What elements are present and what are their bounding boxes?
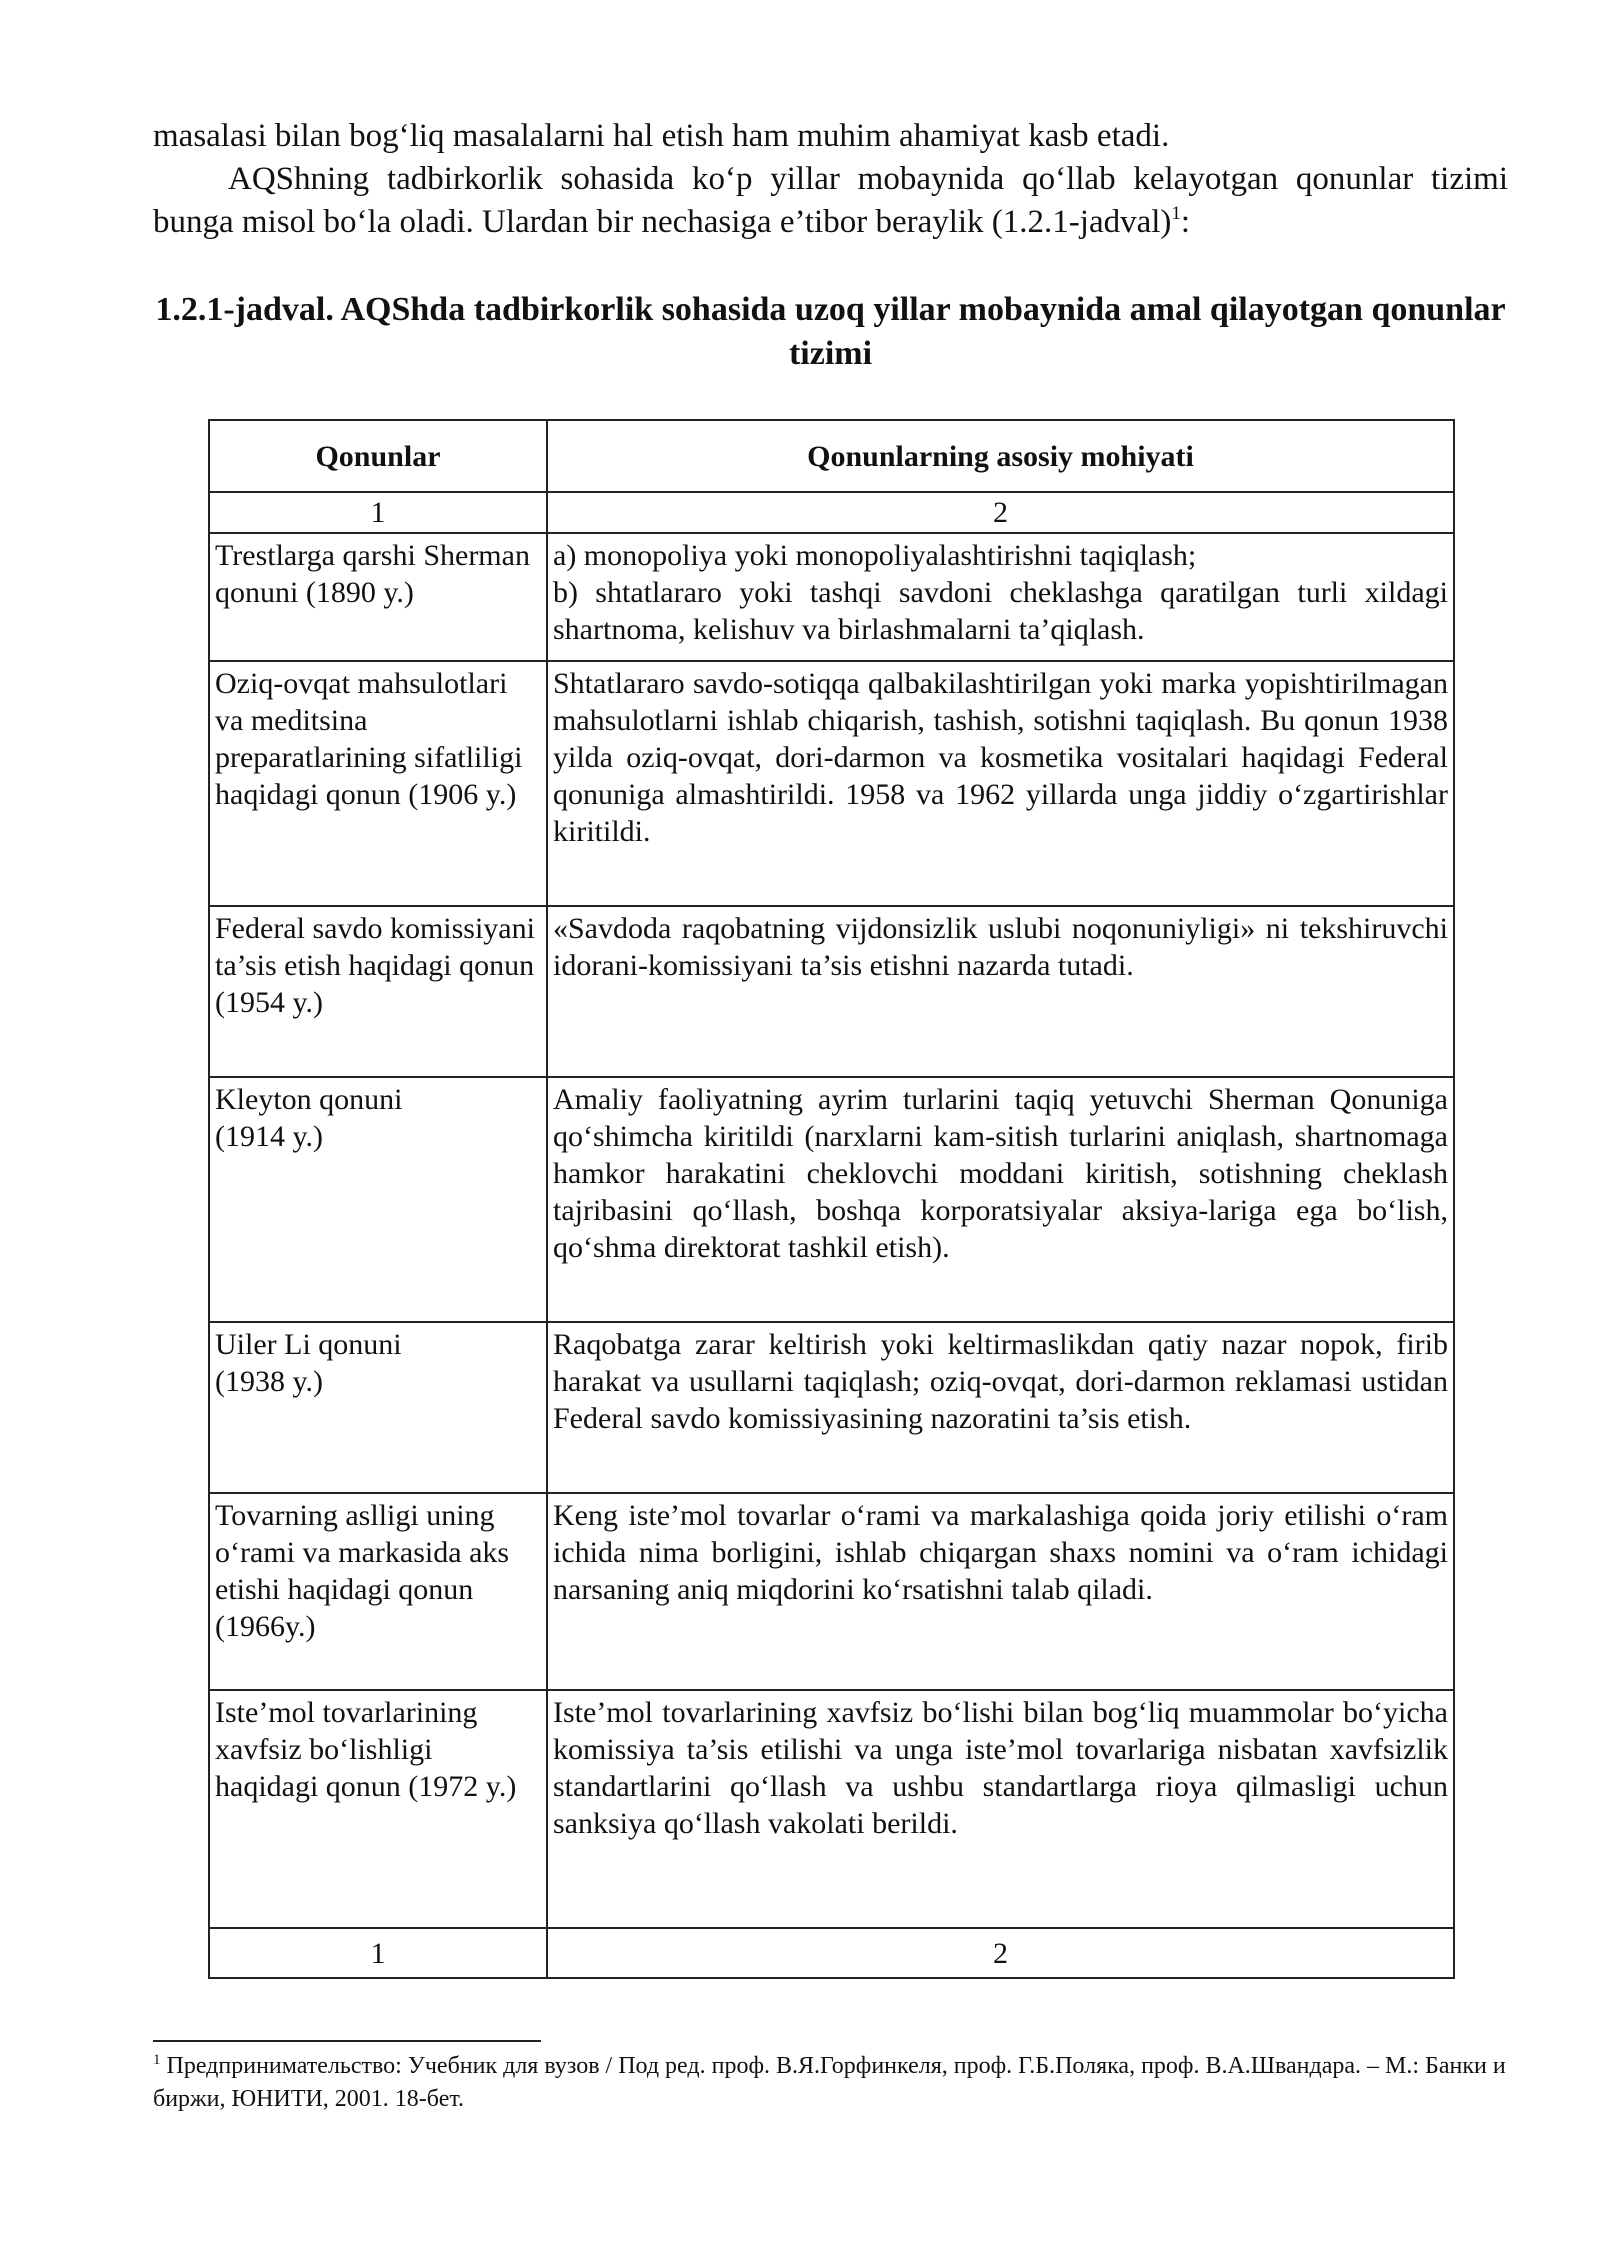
law-name: Tovarning aslligi uning o‘rami va markasida aks etishi haqidagi qonun (1966y.)	[209, 1493, 547, 1690]
footnote-marker: 1	[153, 2052, 161, 2068]
column-number: 1	[209, 492, 547, 533]
law-name: Federal savdo komissiyani ta’sis etish haqidagi qonun (1954 y.)	[209, 906, 547, 1077]
intro-line: masalasi bilan bog‘liq masalalarni hal etish ham muhim ahamiyat kasb etadi.	[153, 118, 1170, 154]
column-number-row	[209, 1928, 1454, 1978]
table-row	[209, 533, 1454, 661]
law-description: Raqobatga zarar keltirish yoki keltirmaslikdan qatiy nazar nopok, firib harakat va usullarni taqiqlash; oziq-ovqat, dori-darmon reklamasi ustidan Federal savdo komissiyasining nazoratini ta’sis etish.	[547, 1322, 1454, 1493]
intro-paragraph-text: AQShning tadbirkorlik sohasida ko‘p yillar mobaynida qo‘llab kelayotgan qonunlar tizimi bunga misol bo‘la oladi. Ulardan bir nechasiga e’tibor beraylik (1.2.1-jadval)	[153, 161, 1508, 240]
laws-table	[208, 419, 1455, 1979]
header-essence: Qonunlarning asosiy mohiyati	[547, 420, 1454, 492]
law-name	[209, 1077, 547, 1322]
table-row	[209, 1690, 1454, 1928]
header-laws: Qonunlar	[209, 420, 547, 492]
footnote-text: Предпринимательство: Учебник для вузов / Под ред. проф. В.Я.Горфинкеля, проф. Г.Б.Поляка, проф. В.А.Швандара. – М.: Банки и биржи, ЮНИТИ, 2001. 18-бет.	[153, 2053, 1506, 2112]
law-name	[209, 1322, 547, 1493]
law-description: «Savdoda raqobatning vijdonsizlik uslubi noqonuniyligi» ni tekshiruvchi idorani-komissiyani ta’sis etishni nazarda tutadi.	[547, 906, 1454, 1077]
footnote-reference: 1	[1171, 203, 1181, 224]
law-name: Iste’mol tovarlarining xavfsiz bo‘lishligi haqidagi qonun (1972 y.)	[209, 1690, 547, 1928]
law-description-item: a) monopoliya yoki monopoliyalashtirishni taqiqlash;	[553, 539, 1197, 572]
table-row	[209, 661, 1454, 906]
law-name-line: Uiler Li qonuni	[215, 1328, 402, 1361]
law-description: Keng iste’mol tovarlar o‘rami va markalashiga qoida joriy etilishi o‘ram ichida nima borligini, ishlab chiqargan shaxs nomini va o‘ram ichidagi narsaning aniq miqdorini ko‘rsatishni talab qiladi.	[547, 1493, 1454, 1690]
law-description-item: b) shtatlararo yoki tashqi savdoni cheklashga qaratilgan turli xildagi shartnoma, kelishuv va birlashmalarni ta’qiqlash.	[553, 576, 1448, 646]
intro-text	[153, 115, 1508, 244]
law-year: (1914 y.)	[215, 1120, 324, 1153]
table-row	[209, 906, 1454, 1077]
law-description	[547, 533, 1454, 661]
table-title: 1.2.1-jadval. AQShda tadbirkorlik sohasida uzoq yillar mobaynida amal qilayotgan qonunlar tizimi	[155, 291, 1506, 372]
intro-paragraph	[153, 158, 1508, 244]
column-number: 2	[547, 492, 1454, 533]
intro-paragraph-end: :	[1180, 204, 1191, 240]
column-number: 2	[547, 1928, 1454, 1978]
law-description: Shtatlararo savdo-sotiqqa qalbakilashtirilgan yoki marka yopishtirilmagan mahsulotlarni ishlab chiqarish, tashish, sotishni taqiqlash. Bu qonun 1938 yilda oziq-ovqat, dori-darmon va kosmetika vositalari haqidagi Federal qonuniga almashtirildi. 1958 va 1962 yillarda unga jiddiy o‘zgartirishlar kiritildi.	[547, 661, 1454, 906]
table-row	[209, 1077, 1454, 1322]
law-name: Trestlarga qarshi Sherman qonuni (1890 y.)	[209, 533, 547, 661]
footnote-separator	[153, 2040, 541, 2042]
footnote	[153, 2050, 1513, 2116]
column-number-row	[209, 492, 1454, 533]
law-name-line: Kleyton qonuni	[215, 1083, 403, 1116]
law-description: Iste’mol tovarlarining xavfsiz bo‘lishi bilan bog‘liq muammolar bo‘yicha komissiya ta’sis etilishi va unga iste’mol tovarlariga nisbatan xavfsizlik standartlarini qo‘llash va ushbu standartlarga rioya qilmasligi uchun sanksiya qo‘llash vakolati berildi.	[547, 1690, 1454, 1928]
law-year: (1938 y.)	[215, 1365, 324, 1398]
table-row	[209, 1493, 1454, 1690]
table-row	[209, 1322, 1454, 1493]
law-description: Amaliy faoliyatning ayrim turlarini taqiq yetuvchi Sherman Qonuniga qo‘shimcha kiritildi (narxlarni kam-sitish turlarini aniqlash, shartnomaga hamkor harakatini cheklovchi moddani kiritish, sotishning cheklash tajribasini qo‘llash, boshqa korporatsiyalar aksiya-lariga ega bo‘lish, qo‘shma direktorat tashkil etish).	[547, 1077, 1454, 1322]
column-number: 1	[209, 1928, 547, 1978]
table-header-row	[209, 420, 1454, 492]
law-name: Oziq-ovqat mahsulotlari va meditsina preparatlarining sifatliligi haqidagi qonun (1906 y.)	[209, 661, 547, 906]
